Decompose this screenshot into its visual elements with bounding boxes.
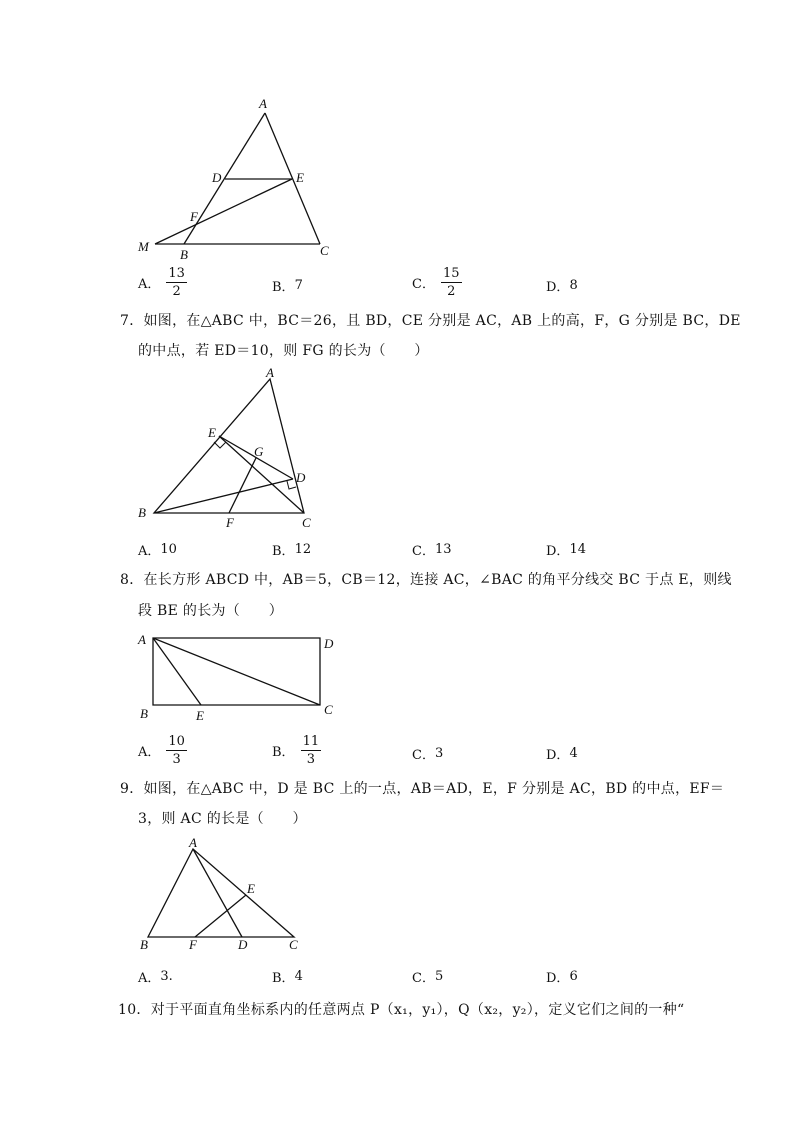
option-letter: A． [138,745,161,760]
figure-q9 [130,835,330,960]
right-angle-E [214,442,226,448]
q6-option-d[interactable] [546,276,578,295]
option-letter: B． [272,971,295,986]
option-letter: D． [546,544,570,559]
label-B: B [140,937,148,952]
q8-option-d[interactable] [546,744,578,763]
q8-text-line1: 8．在长方形 ABCD 中，AB＝5，CB＝12，连接 AC，∠BAC 的角平分线交 BC 于点 E，则线 [120,572,732,588]
option-letter: A． [138,544,161,559]
option-letter: B． [272,544,295,559]
numerator: 13 [168,266,185,281]
q10-text-line1: 10．对于平面直角坐标系内的任意两点 P（x₁，y₁），Q（x₂，y₂），定义它们之间的一种“ [118,1002,685,1018]
option-letter: A． [138,277,161,292]
q7-option-c[interactable] [412,540,452,559]
q9-text-line2: 3，则 AC 的长是（ ） [138,811,307,827]
denominator: 3 [306,752,315,767]
label-E: E [208,425,216,440]
fraction [166,735,187,766]
q6-option-a[interactable] [138,267,187,298]
label-C: C [302,515,311,530]
option-value: 4 [294,969,303,984]
option-letter: D． [546,971,570,986]
denominator: 3 [172,752,181,767]
option-value: 3. [160,969,173,984]
numerator: 15 [442,266,460,281]
label-C: C [320,243,329,258]
option-value: 8 [569,278,578,293]
q8-option-a[interactable] [138,735,187,766]
q6-option-c[interactable] [412,267,462,298]
q9-option-c[interactable] [412,967,443,986]
label-E: E [196,708,204,723]
denominator: 2 [447,284,456,299]
option-letter: A． [138,971,161,986]
label-A: A [189,835,197,850]
right-angle-D [287,481,296,489]
fraction [166,267,187,298]
q9-option-a[interactable] [138,967,173,986]
label-B: B [180,247,188,262]
option-letter: D． [546,748,570,763]
option-letter: C． [412,971,435,986]
q9-text-line1: 9．如图，在△ABC 中，D 是 BC 上的一点，AB＝AD，E，F 分别是 AC，BD 的中点，EF＝ [120,781,725,797]
q8-option-c[interactable] [412,744,443,763]
label-A: A [266,365,274,380]
q6-option-b[interactable] [272,276,303,295]
label-B: B [138,505,146,520]
figure-q7 [130,365,330,535]
q7-option-d[interactable] [546,540,586,559]
q8-text-line2: 段 BE 的长为（ ） [138,603,284,619]
numerator: 11 [302,734,320,749]
label-F: F [226,515,234,530]
fraction [301,735,322,766]
option-letter: C． [412,277,435,292]
figure-q8 [130,628,350,728]
option-letter: C． [412,544,435,559]
q7-option-a[interactable] [138,540,177,559]
q9-option-b[interactable] [272,967,303,986]
q7-text-line2: 的中点，若 ED＝10，则 FG 的长为（ ） [138,343,429,359]
option-value: 4 [569,746,578,761]
segment-ME [155,179,292,244]
option-value: 10 [160,542,177,557]
label-D: D [296,470,306,485]
option-value: 3 [434,746,444,761]
label-A: A [138,632,146,647]
figure-q6 [130,95,340,265]
option-letter: C． [412,748,435,763]
label-D: D [324,636,334,651]
option-value: 7 [294,278,303,293]
option-letter: B． [272,280,295,295]
option-value: 14 [569,542,586,557]
segment-FG [229,458,256,513]
option-letter: D． [546,280,570,295]
label-M: M [138,239,149,254]
label-B: B [140,706,148,721]
label-A: A [259,96,267,111]
option-value: 5 [434,969,444,984]
fraction [441,267,462,298]
segment-AC [153,638,320,705]
q7-text-line1: 7．如图，在△ABC 中，BC＝26，且 BD，CE 分别是 AC，AB 上的高，F，G 分别是 BC，DE [120,313,741,329]
q9-option-d[interactable] [546,967,578,986]
label-E: E [296,170,304,185]
option-value: 6 [569,969,578,984]
label-C: C [289,937,298,952]
denominator: 2 [172,284,181,299]
label-E: E [247,881,255,896]
option-letter: B． [272,745,295,760]
numerator: 10 [168,734,185,749]
label-F: F [190,209,198,224]
label-D: D [238,937,248,952]
label-C: C [324,702,333,717]
triangle-ABC [148,849,294,937]
label-D: D [212,170,222,185]
label-F: F [189,937,197,952]
option-value: 13 [434,542,452,557]
q7-option-b[interactable] [272,540,311,559]
option-value: 12 [294,542,312,557]
label-G: G [254,444,264,459]
q8-option-b[interactable] [272,735,321,766]
segment-AD [193,849,242,937]
